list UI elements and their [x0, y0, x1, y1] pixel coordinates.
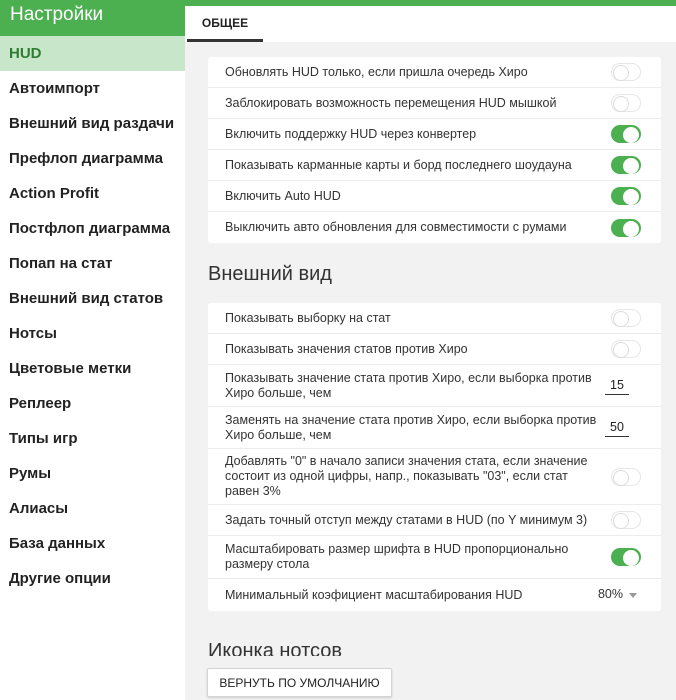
- sidebar-item-game-types[interactable]: Типы игр: [9, 430, 78, 447]
- general-settings-card: [208, 57, 661, 243]
- setting-row: [208, 505, 661, 536]
- setting-row: [208, 88, 661, 119]
- setting-label: Масштабировать размер шрифта в HUD пропорционально размеру стола: [225, 542, 569, 571]
- setting-label: Задать точный отступ между статами в HUD (по Y минимум 3): [225, 512, 588, 527]
- show-vs-hero-threshold-input[interactable]: [605, 377, 629, 395]
- min-scale-select[interactable]: 80%: [597, 587, 623, 601]
- setting-row: [208, 181, 661, 212]
- sidebar-item-notes[interactable]: Нотсы: [9, 325, 57, 342]
- setting-label: Заменять на значение стата против Хиро, если выборка против Хиро больше, чем: [225, 412, 597, 442]
- replace-vs-hero-threshold-input[interactable]: [605, 419, 629, 437]
- setting-label: Выключить авто обновления для совместимости с румами: [225, 220, 567, 234]
- sidebar-item-autoimport[interactable]: Автоимпорт: [9, 80, 101, 97]
- sidebar-item-postflop-chart[interactable]: Постфлоп диаграмма: [9, 220, 171, 237]
- chevron-down-icon: [629, 593, 637, 598]
- reset-defaults-button[interactable]: ВЕРНУТЬ ПО УМОЛЧАНИЮ: [207, 668, 392, 697]
- sidebar-item-preflop-chart[interactable]: Префлоп диаграмма: [9, 150, 163, 167]
- sidebar-item-database[interactable]: База данных: [9, 535, 106, 552]
- sidebar-item-rooms[interactable]: Румы: [9, 465, 52, 482]
- setting-label: Обновлять HUD только, если пришла очередь Хиро: [225, 64, 528, 79]
- setting-row: [208, 119, 661, 150]
- sidebar-item-other-options[interactable]: Другие опции: [9, 570, 111, 587]
- setting-label: Показывать значение стата против Хиро, если выборка против Хиро больше, чем: [225, 370, 592, 400]
- sidebar-item-stat-appearance[interactable]: Внешний вид статов: [9, 290, 164, 307]
- setting-label: Показывать карманные карты и борд последнего шоудауна: [225, 157, 572, 172]
- setting-row: [208, 536, 661, 579]
- tab-general[interactable]: ОБЩЕЕ: [187, 6, 263, 42]
- hud-converter-toggle[interactable]: [611, 125, 641, 143]
- setting-row: [208, 579, 661, 611]
- setting-row: [208, 365, 661, 407]
- setting-label: Минимальный коэфициент масштабирования HUD: [225, 587, 523, 602]
- sidebar-item-hud[interactable]: HUD: [0, 36, 185, 71]
- main-content: [185, 0, 676, 700]
- appearance-section-title: Внешний вид: [208, 263, 332, 285]
- setting-label: Включить Auto HUD: [225, 188, 341, 203]
- show-stats-vs-hero-toggle[interactable]: [611, 340, 641, 358]
- sidebar: [0, 0, 185, 700]
- setting-row: [208, 407, 661, 449]
- setting-label: Включить поддержку HUD через конвертер: [225, 126, 477, 141]
- show-last-showdown-toggle[interactable]: [611, 156, 641, 174]
- sidebar-title: Настройки: [0, 0, 185, 36]
- setting-row: [208, 57, 661, 88]
- update-hud-on-hero-turn-toggle[interactable]: [611, 63, 641, 81]
- setting-label: Заблокировать возможность перемещения HUD мышкой: [225, 95, 557, 110]
- setting-row: [208, 303, 661, 334]
- setting-row: [208, 150, 661, 181]
- setting-row: [208, 334, 661, 365]
- sidebar-item-replayer[interactable]: Реплеер: [9, 395, 72, 412]
- leading-zero-toggle[interactable]: [611, 468, 641, 486]
- setting-label: Показывать выборку на стат: [225, 310, 391, 325]
- exact-stat-spacing-toggle[interactable]: [611, 511, 641, 529]
- sidebar-item-aliases[interactable]: Алиасы: [9, 500, 69, 517]
- setting-label: Добавлять "0" в начало записи значения стата, если значение состоит из одной цифры, напр., показывать "03", если стат равен 3%: [225, 454, 588, 498]
- lock-hud-drag-toggle[interactable]: [611, 94, 641, 112]
- setting-row: [208, 449, 661, 505]
- setting-row: [208, 212, 661, 243]
- sidebar-item-hand-appearance[interactable]: Внешний вид раздачи: [9, 115, 175, 132]
- scale-font-toggle[interactable]: [611, 548, 641, 566]
- sidebar-item-action-profit[interactable]: Action Profit: [9, 185, 99, 202]
- sidebar-item-color-markers[interactable]: Цветовые метки: [9, 360, 132, 377]
- tab-bar: [185, 6, 676, 42]
- notes-icon-section-title: Иконка нотсов: [208, 640, 343, 656]
- setting-label: Показывать значения статов против Хиро: [225, 341, 468, 356]
- disable-auto-updates-toggle[interactable]: [611, 219, 641, 237]
- appearance-settings-card: [208, 303, 661, 611]
- sidebar-item-stat-popup[interactable]: Попап на стат: [9, 255, 113, 272]
- show-stat-sample-toggle[interactable]: [611, 309, 641, 327]
- auto-hud-toggle[interactable]: [611, 187, 641, 205]
